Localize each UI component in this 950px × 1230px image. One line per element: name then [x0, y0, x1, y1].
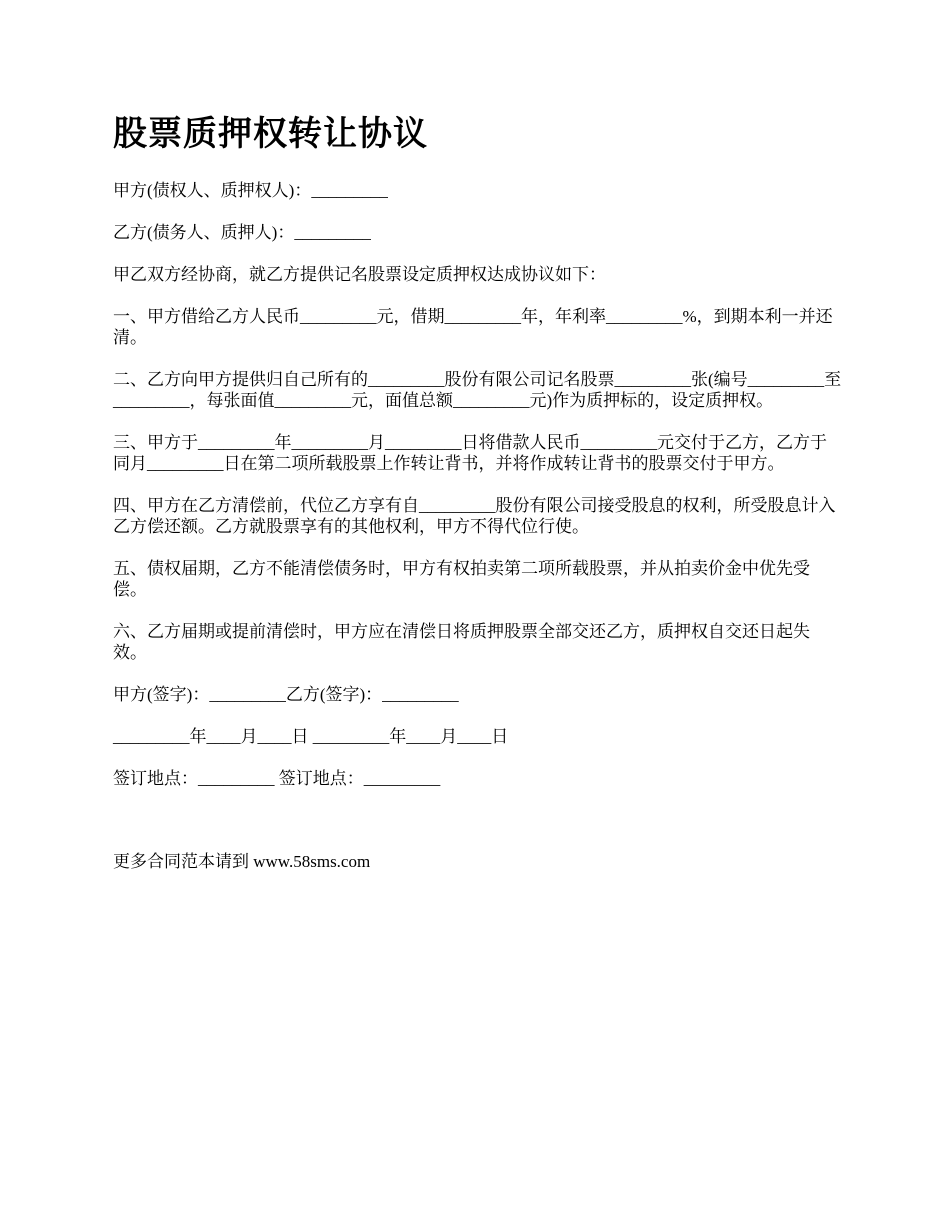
clause-3: 三、甲方于_________年_________月_________日将借款人民币_________元交付于乙方，乙方于同月_________日在第二项所载股票上作转让背书，并将作成转让背书的股票交付于甲方。: [113, 433, 827, 473]
footer-note: 更多合同范本请到 www.58sms.com: [113, 852, 371, 871]
intro-paragraph: 甲乙双方经协商，就乙方提供记名股票设定质押权达成协议如下：: [113, 265, 606, 284]
clause-4: 四、甲方在乙方清偿前，代位乙方享有自_________股份有限公司接受股息的权利，所受股息计入乙方偿还额。乙方就股票享有的其他权利，甲方不得代位行使。: [113, 496, 836, 536]
clause-6: 六、乙方届期或提前清偿时，甲方应在清偿日将质押股票全部交还乙方，质押权自交还日起失效。: [113, 622, 810, 662]
date-line: _________年____月____日 _________年____月____日: [113, 727, 509, 746]
clause-5: 五、债权届期，乙方不能清偿债务时，甲方有权拍卖第二项所载股票，并从拍卖价金中优先受偿。: [113, 559, 810, 599]
document-title: 股票质押权转让协议: [113, 114, 428, 154]
document-page: [113, 110, 843, 893]
clause-1: 一、甲方借给乙方人民币_________元，借期_________年，年利率_________%，到期本利一并还清。: [113, 307, 833, 347]
party-b-line: 乙方(债务人、质押人)：_________: [113, 223, 371, 242]
spacer: [113, 810, 843, 851]
signature-line: 甲方(签字)：_________乙方(签字)：_________: [113, 685, 459, 704]
party-a-line: 甲方(债权人、质押权人)：_________: [113, 181, 388, 200]
clause-2: 二、乙方向甲方提供归自己所有的_________股份有限公司记名股票_________张(编号_________至_________，每张面值_________元，面值总额_________元)作为质押标的，设定质押权。: [113, 370, 842, 410]
place-line: 签订地点：_________ 签订地点：_________: [113, 769, 441, 788]
